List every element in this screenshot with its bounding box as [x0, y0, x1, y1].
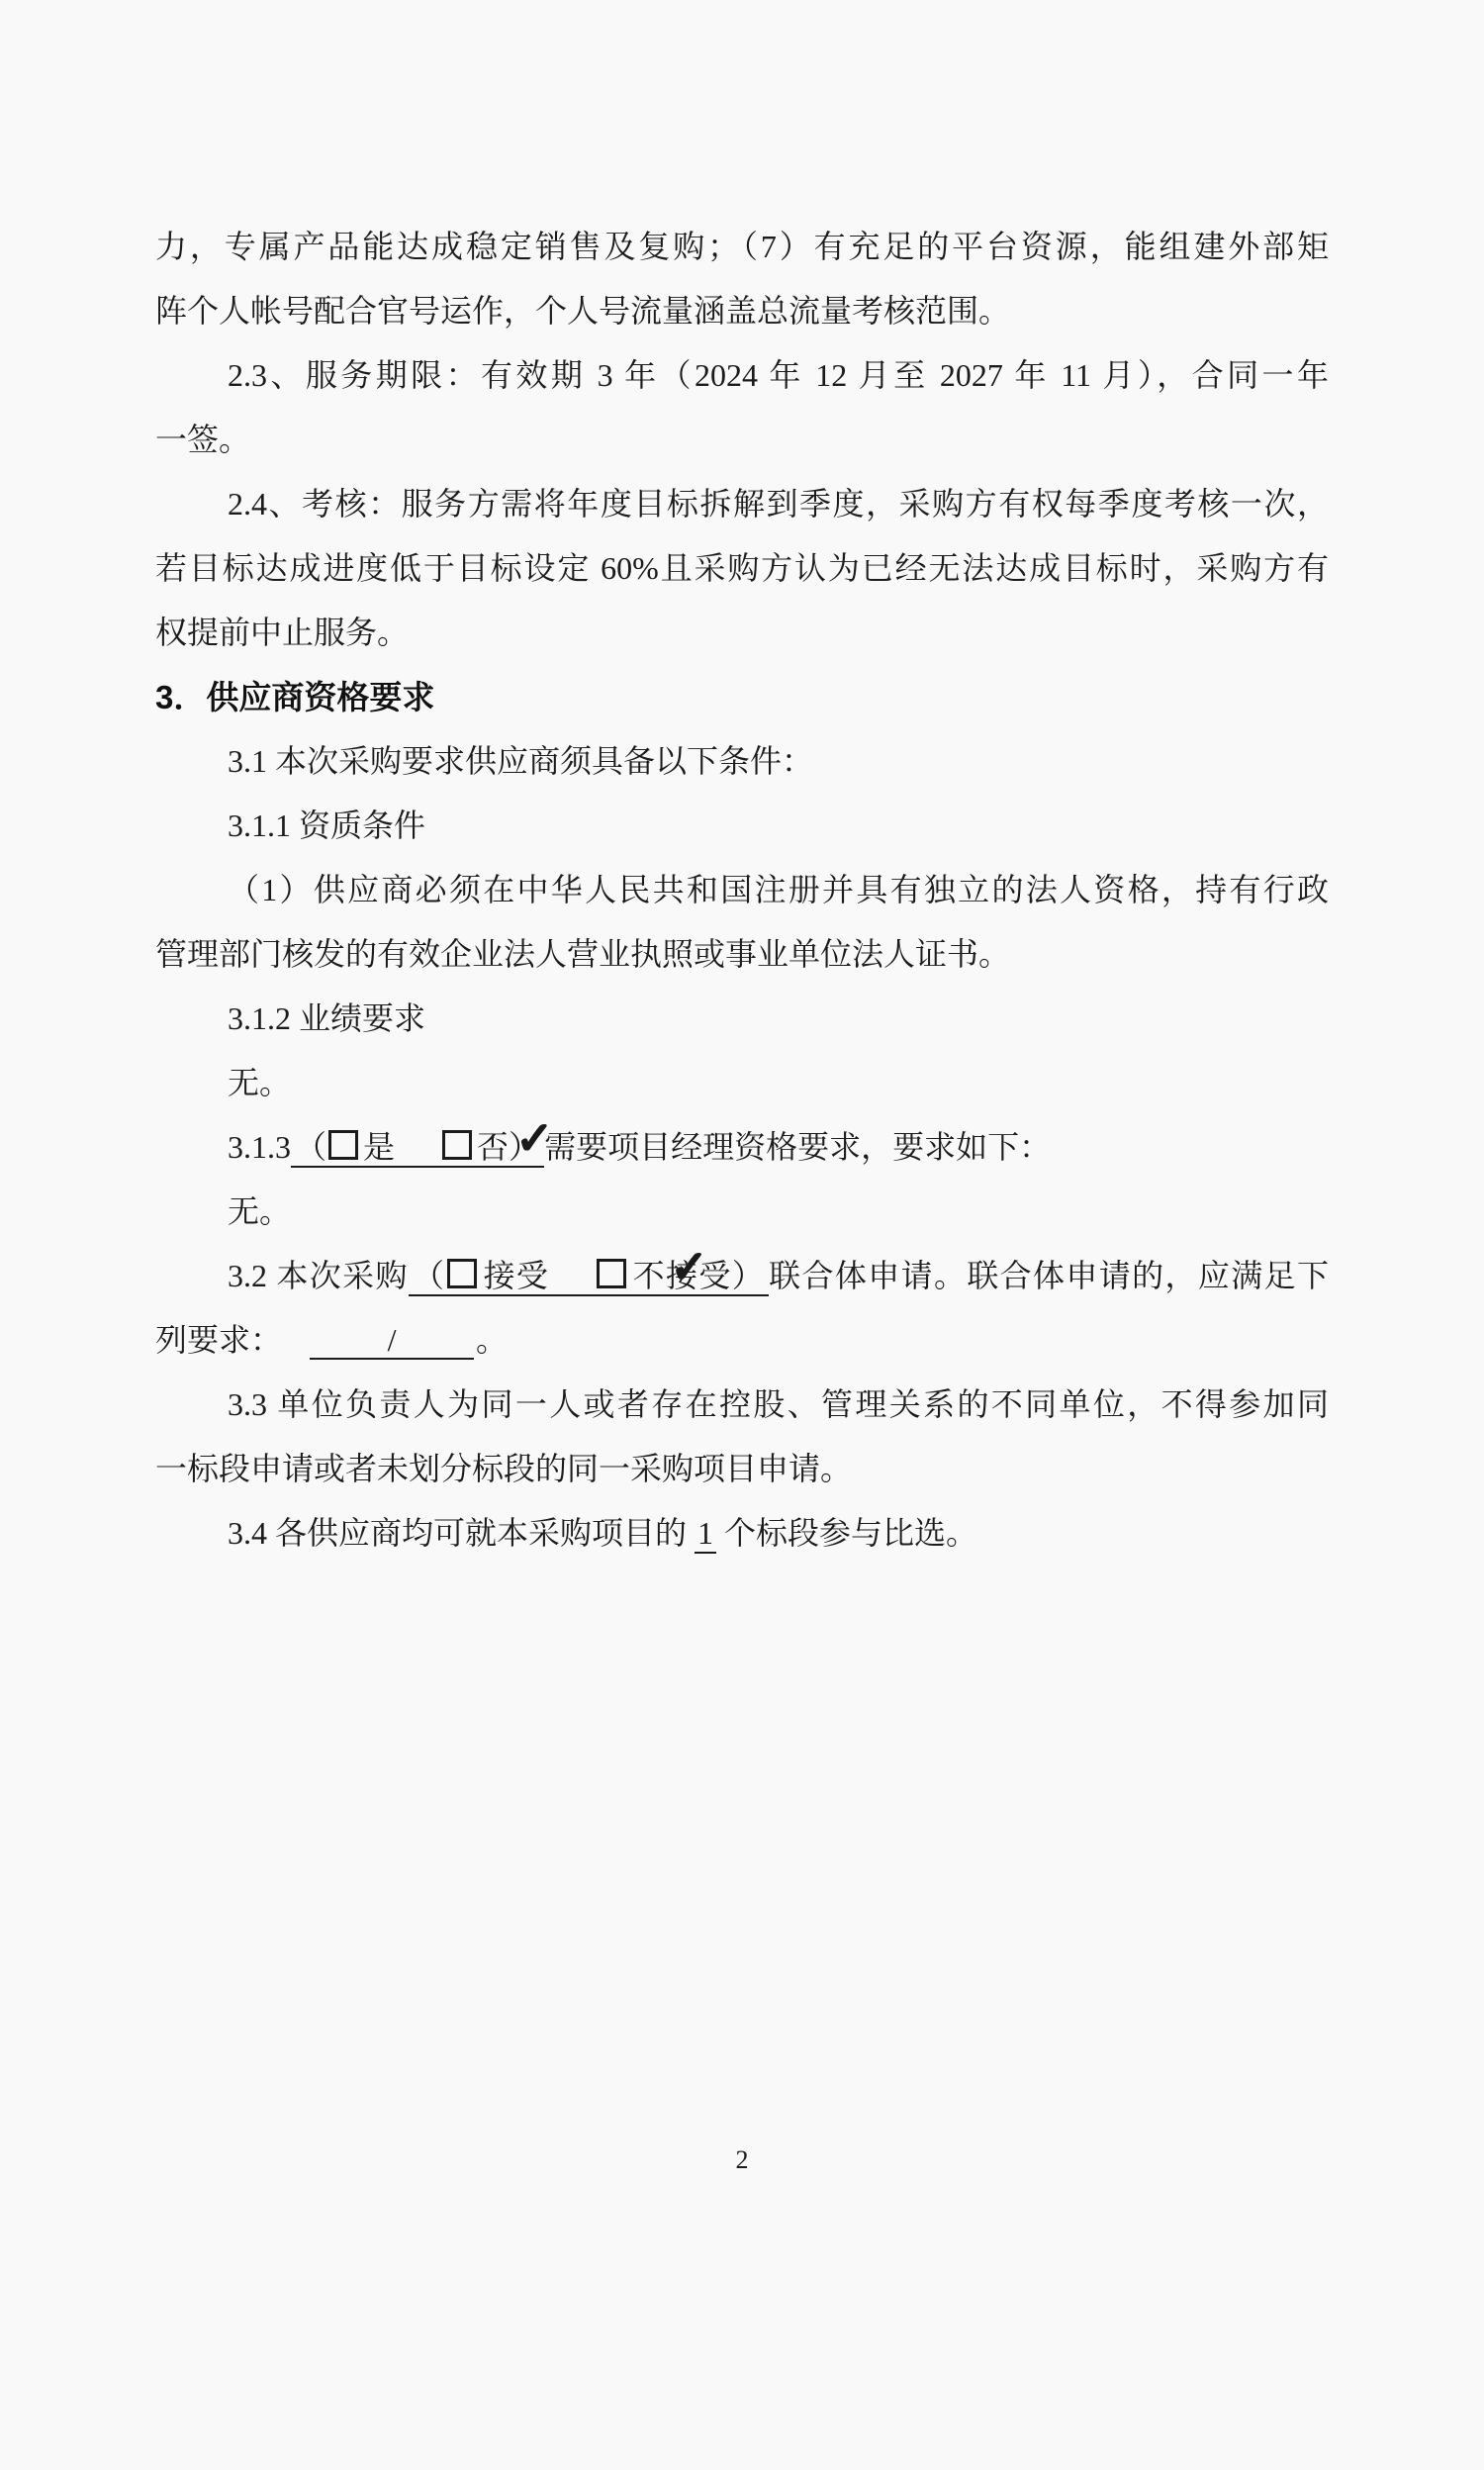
text-line: 3.1.2 业绩要求	[228, 1000, 426, 1036]
clause-2-3	[155, 343, 1329, 472]
text-line: 权提前中止服务。	[155, 615, 410, 650]
text-line	[155, 1244, 1329, 1308]
section-3-heading: 3．供应商资格要求	[155, 679, 435, 715]
lot-count-value: 1	[695, 1515, 716, 1554]
text-line: 2.3、服务期限：有效期 3 年（2024 年 12 月至 2027 年 11 月），合同一年	[228, 357, 1329, 393]
text-line	[155, 1501, 1329, 1566]
clause-text: 联合体申请。联合体申请的，应满足下	[769, 1258, 1329, 1293]
clause-2-4	[155, 472, 1329, 665]
option-accept-label: 接受	[482, 1258, 550, 1293]
clause-3-1-2-title	[155, 987, 1329, 1051]
clause-3-3	[155, 1373, 1329, 1501]
checkbox-unchecked-icon	[328, 1130, 358, 1160]
checkbox-checked-icon	[597, 1259, 626, 1288]
blank-value: /	[387, 1322, 397, 1358]
text-line: 若目标达成进度低于目标设定 60%且采购方认为已经无法达成目标时，采购方有	[155, 550, 1329, 586]
paragraph-carryover	[155, 215, 1329, 343]
clause-number: 3.1.3	[228, 1129, 291, 1165]
text-line: 阵个人帐号配合官号运作，个人号流量涵盖总流量考核范围。	[155, 293, 1011, 329]
text-line: 一签。	[155, 422, 251, 457]
clause-3-1-1-title	[155, 794, 1329, 858]
text-line: 力，专属产品能达成稳定销售及复购；（7）有充足的平台资源，能组建外部矩	[155, 229, 1329, 264]
text-line: 无。	[228, 1065, 292, 1100]
option-yes-label: 是	[363, 1129, 396, 1165]
text-line: 一标段申请或者未划分标段的同一采购项目申请。	[155, 1451, 853, 1486]
option-no-label: 否	[477, 1129, 510, 1165]
clause-text: 3.4 各供应商均可就本采购项目的	[228, 1515, 688, 1551]
joint-bid-option-blank	[409, 1258, 769, 1296]
paren-close: ）	[731, 1258, 766, 1293]
clause-text: 3.2 本次采购	[228, 1258, 409, 1293]
clause-3-1-3	[155, 1115, 1329, 1180]
text-line: （1）供应商必须在中华人民共和国注册并具有独立的法人资格，持有行政	[228, 872, 1329, 907]
text-line: 管理部门核发的有效企业法人营业执照或事业单位法人证书。	[155, 936, 1011, 972]
project-manager-option-blank	[291, 1129, 544, 1168]
clause-text: 。	[476, 1322, 509, 1358]
clause-3-1-2-value	[155, 1051, 1329, 1115]
text-line: 无。	[228, 1193, 292, 1229]
paren-close: ）	[509, 1129, 541, 1165]
joint-bid-requirement-blank	[310, 1322, 474, 1360]
text-line: 3.1 本次采购要求供应商须具备以下条件：	[228, 743, 814, 779]
clause-text: 列要求：	[155, 1322, 283, 1358]
clause-3-2	[155, 1244, 1329, 1373]
text-line: 3.3 单位负责人为同一人或者存在控股、管理关系的不同单位，不得参加同	[228, 1386, 1329, 1422]
checkbox-checked-icon	[442, 1130, 472, 1160]
text-line: 2.4、考核：服务方需将年度目标拆解到季度，采购方有权每季度考核一次，	[228, 486, 1329, 522]
option-reject-label: 不接受	[631, 1258, 732, 1293]
paren-open: （	[295, 1129, 327, 1165]
clause-3-1-3-value	[155, 1180, 1329, 1244]
clause-3-1	[155, 729, 1329, 794]
text-line	[155, 1115, 1329, 1180]
paren-open: （	[412, 1258, 446, 1293]
page-number: 2	[735, 2145, 749, 2174]
text-line	[155, 1308, 1329, 1373]
clause-3-4	[155, 1501, 1329, 1566]
checkbox-unchecked-icon	[447, 1259, 477, 1288]
clause-3-1-1-item	[155, 858, 1329, 987]
text-line: 3.1.1 资质条件	[228, 808, 426, 843]
clause-text: 个标段参与比选。	[724, 1515, 978, 1551]
clause-text: 需要项目经理资格要求，要求如下：	[544, 1129, 1052, 1165]
